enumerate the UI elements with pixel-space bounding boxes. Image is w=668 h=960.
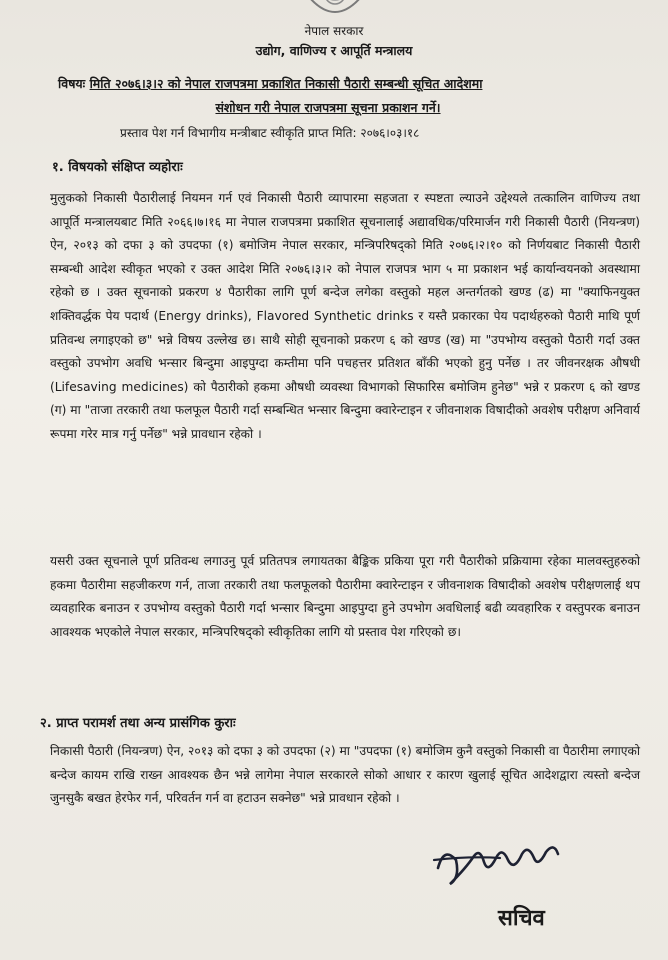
- handwritten-signature: [430, 838, 580, 898]
- section-1-paragraph-1: मुलुकको निकासी पैठारीलाई नियमन गर्न एवं निकासी पैठारी व्यापारमा सहजता र स्पष्टता ल्याउने उद्देश्यले तत्कालिन वाणिज्य तथा आपूर्ति मन्त्रालयबाट मिति २०६६।७।१६ मा नेपाल राजपत्रमा प्रकाशित सूचनालाई अद्यावधिक/परिमार्जन गरी निकासी पैठारी (नियन्त्रण) ऐन, २०१३ को दफा ३ को उपदफा (१) बमोजिम नेपाल सरकार, मन्त्रिपरिषद्को मिति २०७६।२।१० को निर्णयबाट निकासी पैठारी सम्बन्धी आदेश स्वीकृत भएको र उक्त आदेश मिति २०७६।३।२ को नेपाल राजपत्र भाग ५ मा प्रकाशन भई कार्यान्वयनको अवस्थामा रहेको छ । उक्त सूचनाको प्रकरण ४ पैठारीका लागि पूर्ण बन्देज लगेका वस्तुको महल अन्तर्गतको खण्ड (ढ) मा "क्याफिनयुक्त शक्तिवर्द्धक पेय पदार्थ (Energy drinks), Flavored Synthetic drinks र यस्तै प्रकारका पेय पदार्थहरुको पैठारी माथि पूर्ण प्रतिवन्ध लगाइएको छ" भन्ने विषय उल्लेख छ। साथै सोही सूचनाको प्रकरण ६ को खण्ड (ख) मा "उपभोग्य वस्तुको पैठारी गर्दा उक्त वस्तुको उपभोग अवधि भन्सार बिन्दुमा आइपुग्दा कम्तीमा पनि पचहत्तर प्रतिशत बाँकी भएको हुनु पर्नेछ । तर जीवनरक्षक औषधी (Lifesaving medicines) को पैठारीको हकमा औषधी व्यवस्था विभागको सिफारिस बमोजिम हुनेछ" भन्ने र प्रकरण ६ को खण्ड (ग) मा "ताजा तरकारी तथा फलफूल पैठारी गर्दा सम्बन्धित भन्सार बिन्दुमा क्वारेन्टाइन र जीवनाशक विषादीको अवशेष परीक्षण अनिवार्य रूपमा गरेर मात्र गर्नु पर्नेछ" भन्ने प्रावधान रहेको ।: [50, 191, 640, 441]
- government-name: नेपाल सरकार: [304, 24, 364, 38]
- government-emblem-icon: [300, 0, 370, 24]
- section-1-paragraph-2: यसरी उक्त सूचनाले पूर्ण प्रतिवन्ध लगाउनु पूर्व प्रतितपत्र लगायतका बैङ्किक प्रकिया पूरा गरी पैठारीको प्रक्रियामा रहेका मालवस्तुहरुको हकमा पैठारीमा सहजीकरण गर्न, ताजा तरकारी तथा फलफूलको पैठारीमा क्वारेन्टाइन र जीवनाशक विषादीको अवशेष परीक्षणलाई थप व्यवहारिक बनाउन र उपभोग्य वस्तुको पैठारी गर्दा भन्सार बिन्दुमा आइपुग्दा हुने उपभोग अवधिलाई बढी व्यवहारिक र वस्तुपरक बनाउन आवश्यक भएकोले नेपाल सरकार, मन्त्रिपरिषद्को स्वीकृतिका लागि यो प्रस्ताव पेश गरिएको छ।: [50, 554, 640, 639]
- section-1-heading: १. विषयको संक्षिप्त व्यहोराः: [52, 160, 183, 175]
- section-2-heading: २. प्राप्त परामर्श तथा अन्य प्रासंगिक कुराः: [40, 716, 236, 731]
- signatory-title: सचिव: [498, 906, 545, 931]
- section-2-paragraph-1: निकासी पैठारी (नियन्त्रण) ऐन, २०१३ को दफा ३ को उपदफा (२) मा "उपदफा (१) बमोजिम कुनै वस्तुको निकासी वा पैठारीमा लगाएको बन्देज कायम राखि राख्न आवश्यक छैन भन्ने लागेमा नेपाल सरकारले सोको आधार र कारण खुलाई सूचित आदेशद्वारा त्यस्तो बन्देज जुनसुकै बखत हेरफेर गर्न, परिवर्तन गर्न वा हटाउन सक्नेछ" भन्ने प्रावधान रहेको ।: [50, 744, 640, 806]
- subject-label: विषयः: [58, 76, 86, 91]
- approval-date-line: प्रस्ताव पेश गर्न विभागीय मन्त्रीबाट स्वीकृति प्राप्त मिति: २०७६।०३।१८: [120, 126, 420, 140]
- ministry-name: उद्योग, वाणिज्य र आपूर्ति मन्त्रालय: [255, 43, 413, 58]
- subject-block: [58, 72, 618, 120]
- subject-line-1: मिति २०७६।३।२ को नेपाल राजपत्रमा प्रकाशित निकासी पैठारी सम्बन्धी सूचित आदेशमा: [89, 76, 483, 91]
- subject-line-2: संशोधन गरी नेपाल राजपत्रमा सूचना प्रकाशन गर्ने।: [215, 100, 441, 115]
